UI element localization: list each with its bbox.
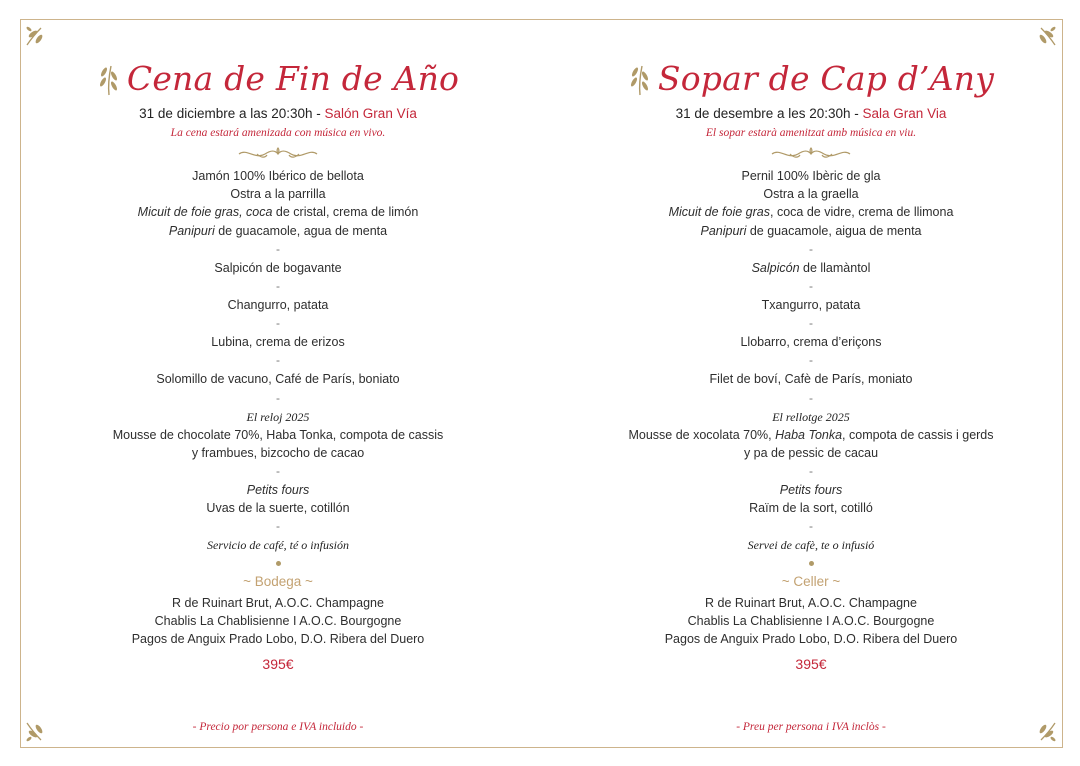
cellar-heading: ~ Bodega ~	[243, 574, 313, 590]
menu-item: Solomillo de vacuno, Café de París, boniato	[156, 372, 400, 387]
menu-item: y pa de pessic de cacau	[743, 445, 879, 460]
menu-item	[561, 259, 1061, 277]
menu-item: Ostra a la parrilla	[230, 187, 326, 202]
menu-item: Salpicón de bogavante	[214, 260, 342, 275]
coffee-service: Servei de cafè, te o infusió	[747, 538, 875, 553]
menu-title: Cena de Fin de Año	[126, 59, 460, 98]
divider-dot	[809, 561, 814, 566]
menu-item: Jamón 100% Ibérico de bellota	[192, 169, 364, 183]
leaf-sprig-icon	[1035, 25, 1057, 47]
venue-name: Salón Gran Vía	[324, 106, 417, 121]
menu-item: Raïm de la sort, cotilló	[749, 501, 873, 516]
course-separator: -	[809, 390, 813, 405]
menu-item	[28, 203, 528, 221]
course-separator: -	[276, 390, 280, 405]
cellar-heading: ~ Celler ~	[781, 574, 841, 590]
menu-item-italic: Petits fours	[246, 483, 310, 498]
menu-item: Pernil 100% Ibèric de gla	[741, 169, 881, 183]
course-separator: -	[276, 519, 280, 534]
course-separator: -	[809, 241, 813, 256]
menu-item-italic: Panipuri	[700, 223, 747, 238]
menu-item-italic: Panipuri	[168, 223, 215, 238]
menu-item: Filet de boví, Cafè de París, moniato	[709, 372, 913, 387]
course-separator: -	[809, 279, 813, 294]
menu-item	[28, 481, 528, 499]
menu-item-text: de guacamole, agua de menta	[214, 223, 388, 238]
menu-item	[561, 222, 1061, 240]
menu-item: Uvas de la suerte, cotillón	[206, 501, 350, 516]
menu-item: Mousse de chocolate 70%, Haba Tonka, compota de cassis	[112, 427, 444, 442]
course-separator: -	[809, 316, 813, 331]
course-separator: -	[276, 464, 280, 479]
menu-item-italic: Petits fours	[779, 483, 843, 498]
menu-column-catalan	[561, 55, 1061, 674]
leaf-sprig-icon	[25, 25, 47, 47]
menu-item-text: de guacamole, aigua de menta	[746, 223, 922, 238]
event-date	[561, 105, 1061, 123]
menu-item-italic: Micuit de foie gras	[668, 205, 770, 220]
dessert-title: El rellotge 2025	[772, 409, 850, 424]
menu-item-text: , coca de vidre, crema de llimona	[770, 205, 954, 220]
menu-item-italic: Salpicón	[751, 260, 800, 275]
dessert-title: El reloj 2025	[246, 409, 310, 424]
menu-item	[561, 203, 1061, 221]
wine-item: Pagos de Anguix Prado Lobo, D.O. Ribera del Duero	[664, 632, 958, 647]
leaf-sprig-icon	[97, 62, 121, 96]
date-text: 31 de diciembre a las 20:30h -	[139, 106, 325, 121]
music-note: La cena estará amenizada con música en vivo.	[170, 127, 386, 139]
wine-item: R de Ruinart Brut, A.O.C. Champagne	[705, 596, 917, 611]
wine-item: R de Ruinart Brut, A.O.C. Champagne	[172, 596, 384, 611]
menu-item	[28, 222, 528, 240]
leaf-sprig-icon	[628, 62, 652, 96]
wine-item: Chablis La Chablisienne I A.O.C. Bourgogne	[154, 614, 402, 629]
menu-item-text: , compota de cassis i gerds	[842, 427, 994, 442]
menu-title: Sopar de Cap d’Any	[657, 59, 995, 98]
menu-column-spanish	[28, 55, 528, 674]
menu-item: Llobarro, crema d’eriçons	[740, 335, 882, 350]
menu-item: Ostra a la graella	[763, 187, 859, 202]
course-separator: -	[809, 464, 813, 479]
price-note: - Precio por persona e IVA incluido -	[192, 721, 364, 733]
course-separator: -	[276, 279, 280, 294]
menu-item	[561, 481, 1061, 499]
flourish-ornament-icon	[561, 141, 1061, 167]
menu-item	[561, 426, 1061, 444]
title-row	[28, 55, 528, 103]
title-row	[561, 55, 1061, 103]
wine-item: Chablis La Chablisienne I A.O.C. Bourgogne	[687, 614, 935, 629]
menu-item: Changurro, patata	[227, 298, 329, 313]
menu-item-italic: Micuit de foie gras, coca	[137, 205, 273, 220]
course-separator: -	[809, 353, 813, 368]
menu-item-text: de llamàntol	[799, 260, 871, 275]
menu-item: Txangurro, patata	[761, 298, 861, 313]
menu-item-text: de cristal, crema de limón	[272, 205, 419, 220]
menu-item: y frambues, bizcocho de cacao	[191, 445, 365, 460]
menu-item: Lubina, crema de erizos	[211, 335, 345, 350]
menu-price: 395€	[262, 656, 294, 673]
music-note: El sopar estarà amenitzat amb música en viu.	[705, 127, 917, 139]
event-date	[28, 105, 528, 123]
menu-price: 395€	[795, 656, 827, 673]
venue-name: Sala Gran Via	[862, 106, 947, 121]
menu-item-text: Mousse de xocolata 70%,	[628, 427, 776, 442]
coffee-service: Servicio de café, té o infusión	[207, 538, 349, 553]
menu-item-italic: Haba Tonka	[775, 427, 843, 442]
course-separator: -	[276, 241, 280, 256]
price-note: - Preu per persona i IVA inclòs -	[736, 721, 886, 733]
wine-item: Pagos de Anguix Prado Lobo, D.O. Ribera del Duero	[131, 632, 425, 647]
divider-dot	[276, 561, 281, 566]
flourish-ornament-icon	[28, 141, 528, 167]
course-separator: -	[276, 316, 280, 331]
course-separator: -	[809, 519, 813, 534]
date-text: 31 de desembre a les 20:30h -	[675, 106, 863, 121]
course-separator: -	[276, 353, 280, 368]
